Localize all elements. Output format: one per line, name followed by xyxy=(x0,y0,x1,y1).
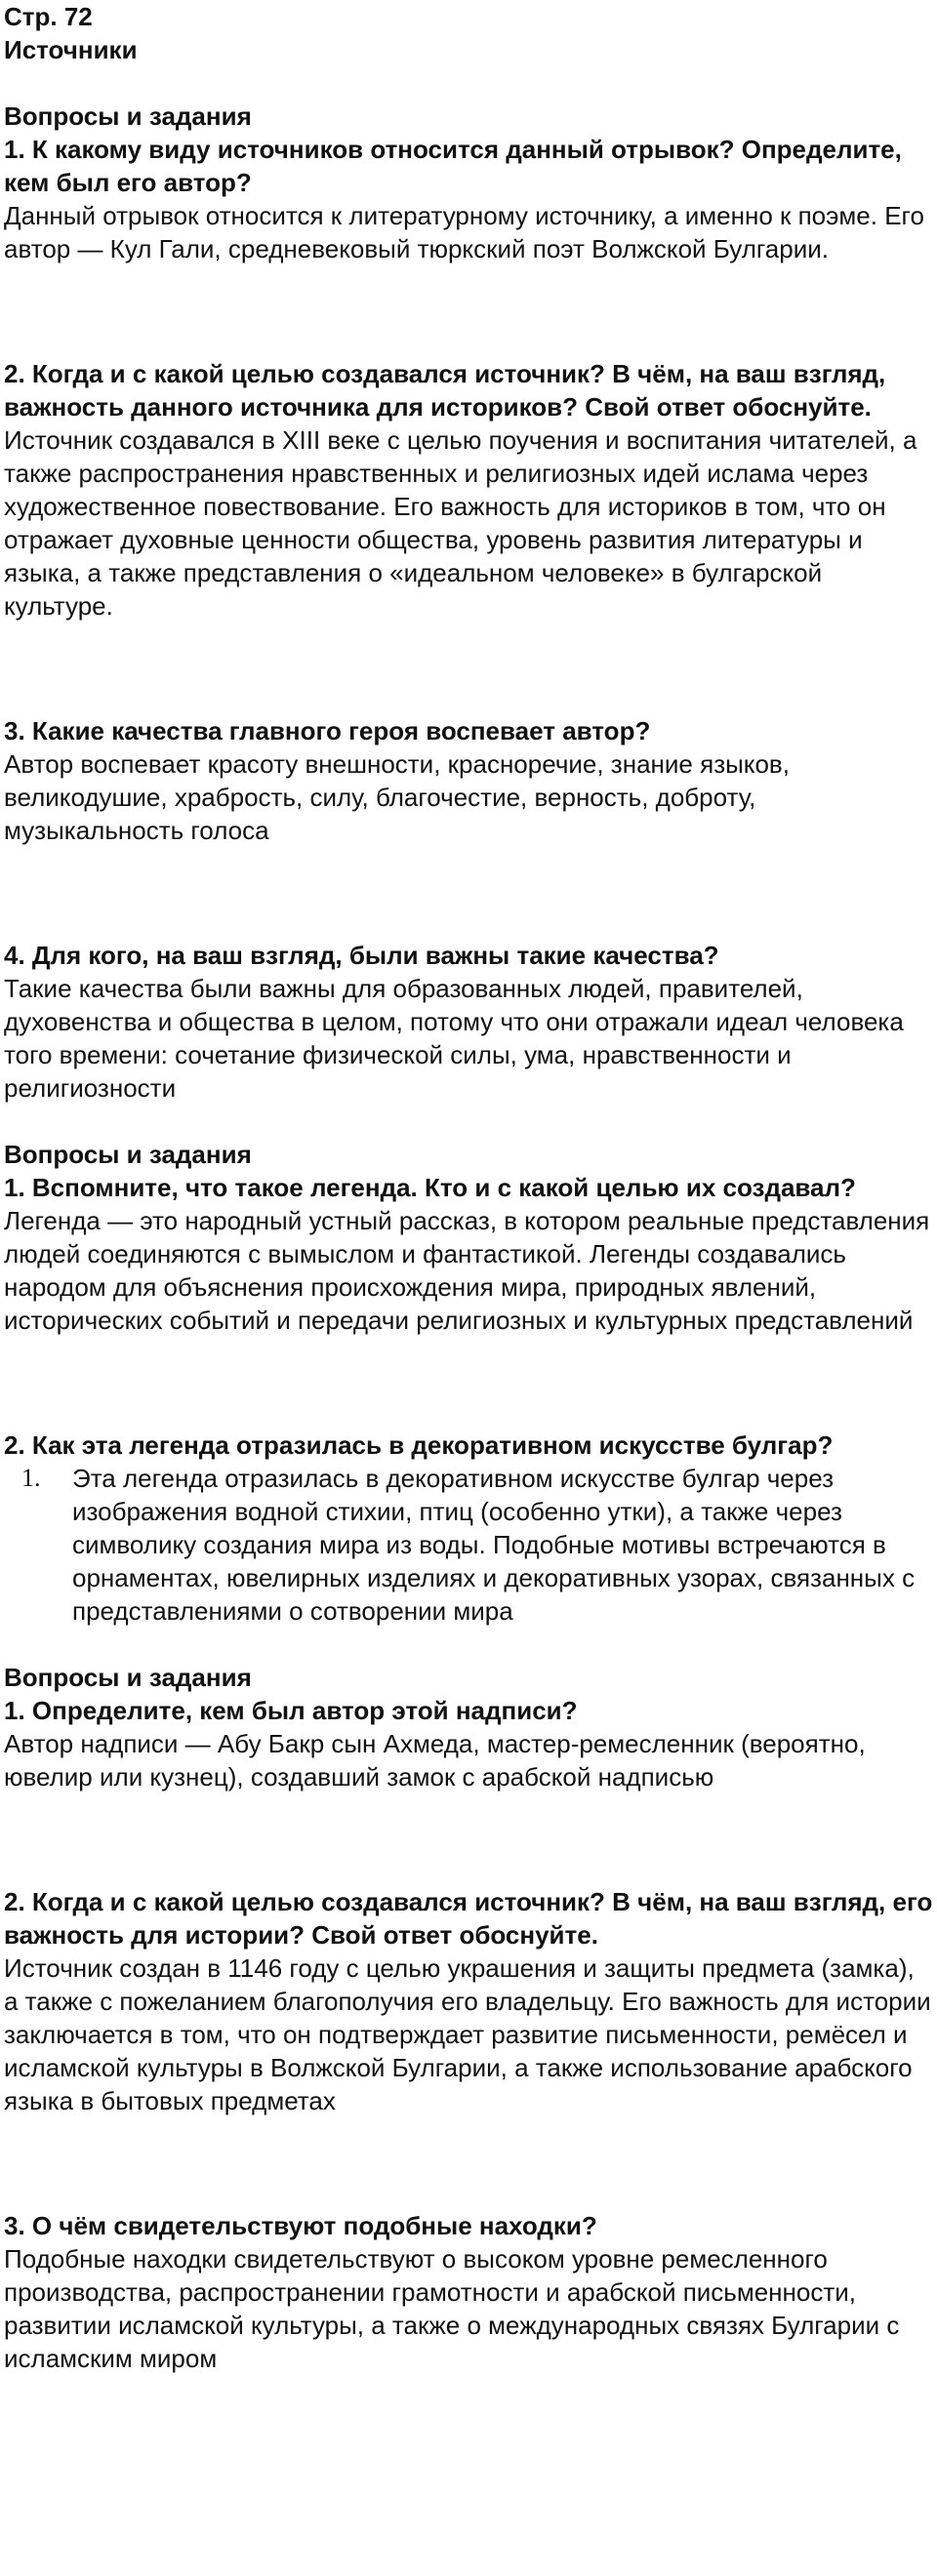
section-questions-3 xyxy=(4,1661,933,2375)
answer-1: Данный отрывок относится к литературному источнику, а именно к поэме. Его автор — Кул Гали, средневековый тюркский поэт Волжской Булгарии. xyxy=(4,201,924,263)
list-item xyxy=(4,1462,933,1628)
answer-list xyxy=(4,1462,933,1628)
answer-4: Такие качества были важны для образованных людей, правителей, духовенства и общества в целом, потому что они отражали идеал человека того времени: сочетание физической силы, ума, нравственности и религиозности xyxy=(4,974,904,1103)
section-questions-1 xyxy=(4,100,933,1105)
answer-1: Автор надписи — Абу Бакр сын Ахмеда, мастер-ремесленник (вероятно, ювелир или кузнец), создавший замок с арабской надписью xyxy=(4,1729,866,1791)
question-3: 3. О чём свидетельствуют подобные находки? xyxy=(4,2211,597,2240)
question-1: 1. Вспомните, что такое легенда. Кто и с какой целью их создавал? xyxy=(4,1173,856,1202)
spacer xyxy=(4,2117,933,2209)
answer-1: Легенда — это народный устный рассказ, в котором реальные представления людей соединяются с вымыслом и фантастикой. Легенды создавались народом для объяснения происхождения мира, природных явлений, исторических событий и передачи религиозных и культурных представлений xyxy=(4,1206,930,1335)
spacer xyxy=(4,1628,933,1661)
spacer xyxy=(4,623,933,714)
answer-3: Подобные находки свидетельствуют о высоком уровне ремесленного производства, распространении грамотности и арабской письменности, развитии исламской культуры, а также о международных связях Булгарии с исламским миром xyxy=(4,2244,900,2373)
section-heading: Вопросы и задания xyxy=(4,101,252,131)
question-2: 2. Когда и с какой целью создавался источник? В чём, на ваш взгляд, важность данного источника для историков? Свой ответ обоснуйте. xyxy=(4,359,886,422)
spacer xyxy=(4,1105,933,1138)
section-heading: Вопросы и задания xyxy=(4,1663,252,1692)
page-label: Стр. 72 xyxy=(4,2,93,31)
answer-2: Источник создан в 1146 году с целью украшения и защиты предмета (замка), а также с пожеланием благополучия его владельцу. Его важность для истории заключается в том, что он подтверждает развитие письменности, ремёсел и исламской культуры в Волжской Булгарии, а также использование арабского языка в бытовых предметах xyxy=(4,1953,931,2115)
answer-2: Эта легенда отразилась в декоративном искусстве булгар через изображения водной стихии, птиц (особенно утки), а также через символику создания мира из воды. Подобные мотивы встречаются в орнаментах, ювелирных изделиях и декоративных узорах, связанных с представлениями о сотворении мира xyxy=(72,1464,916,1626)
section-heading: Вопросы и задания xyxy=(4,1140,252,1169)
list-number: 1. xyxy=(21,1464,41,1492)
spacer xyxy=(4,1793,933,1885)
question-2: 2. Когда и с какой целью создавался источник? В чём, на ваш взгляд, его важность для истории? Свой ответ обоснуйте. xyxy=(4,1887,933,1950)
answer-2: Источник создавался в XIII веке с целью поучения и воспитания читателей, а также распространения нравственных и религиозных идей ислама через художественное повествование. Его важность для историков в том, что он отражает духовные ценности общества, уровень развития литературы и языка, а также представления о «идеальном человеке» в булгарской культуре. xyxy=(4,425,917,621)
answer-3: Автор воспевает красоту внешности, красноречие, знание языков, великодушие, храбрость, силу, благочестие, верность, доброту, музыкальность голоса xyxy=(4,749,790,845)
spacer xyxy=(4,265,933,357)
question-3: 3. Какие качества главного героя воспевает автор? xyxy=(4,716,651,745)
question-4: 4. Для кого, на ваш взгляд, были важны такие качества? xyxy=(4,941,719,970)
question-2: 2. Как эта легенда отразилась в декоративном искусстве булгар? xyxy=(4,1430,834,1460)
section-questions-2 xyxy=(4,1138,933,1628)
question-1: 1. Определите, кем был автор этой надписи? xyxy=(4,1696,578,1725)
question-1: 1. К какому виду источников относится данный отрывок? Определите, кем был его автор? xyxy=(4,135,902,197)
spacer xyxy=(4,847,933,939)
spacer xyxy=(4,1337,933,1429)
spacer xyxy=(4,66,933,100)
page-subtitle: Источники xyxy=(4,35,138,64)
